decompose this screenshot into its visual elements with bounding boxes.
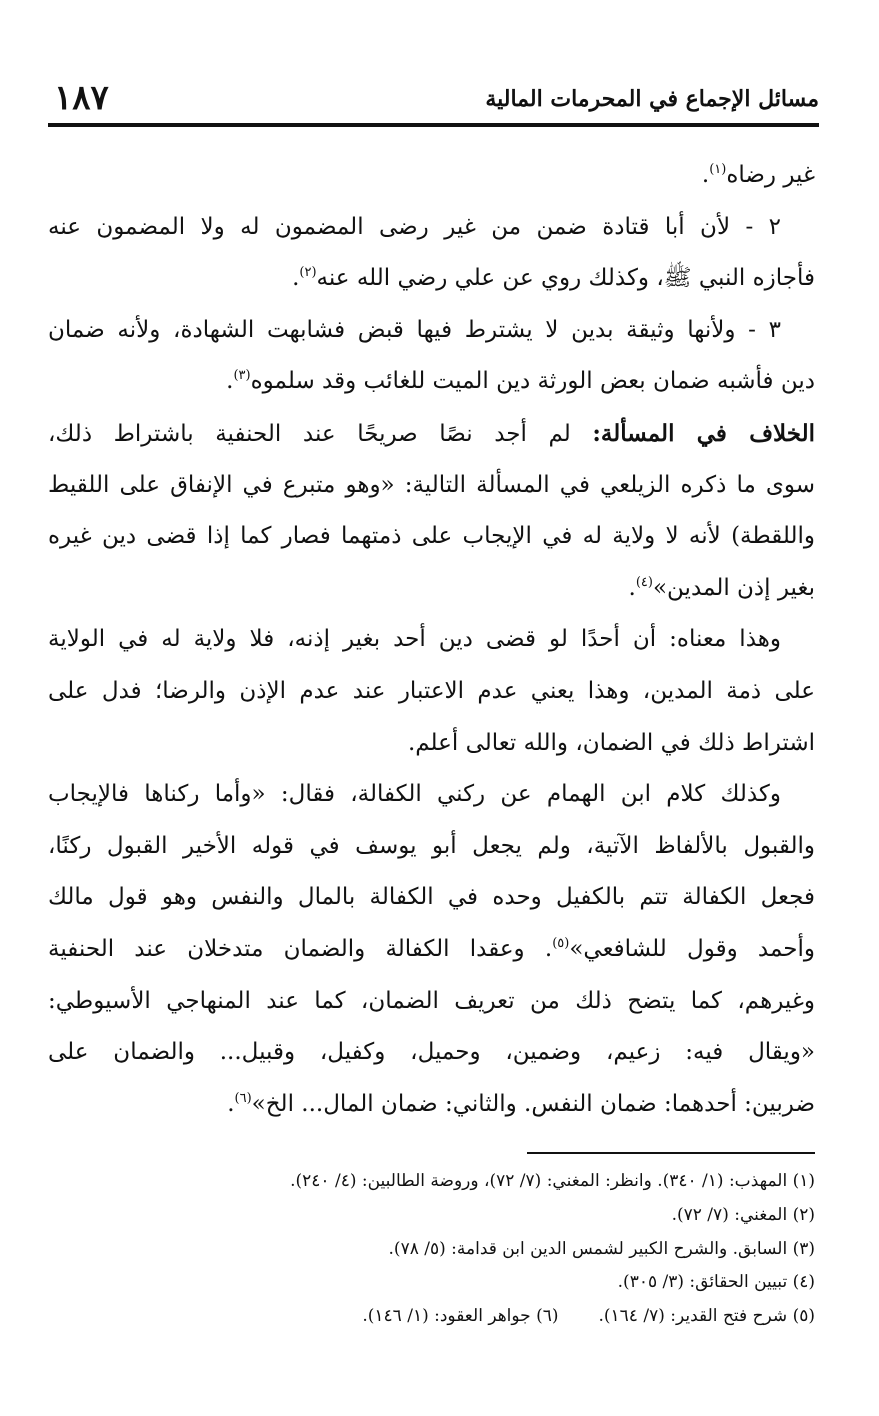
footnote-4: (٤) تبيين الحقائق: (٣/ ٣٠٥). [617,1272,815,1293]
text-line: ٢ - لأن أبا قتادة ضمن من غير رضى المضمون له ولا المضمون عنه [48,213,781,240]
text-line: اشتراط ذلك في الضمان، والله تعالى أعلم. [407,729,815,756]
text-line: واللقطة) لأنه لا ولاية له في الإيجاب على ذمتهما فصار كما إذا قضى دين غيره [48,523,815,550]
text-line: والقبول بالألفاظ الآتية، ولم يجعل أبو يوسف في قوله الأخير القبول ركنًا، [48,832,815,859]
text-line: وأحمد وقول للشافعي»$^{(٥)}$. وعقدا الكفالة والضمان متدخلان عند الحنفية [48,935,815,962]
text-line: بغير إذن المدين»$^{(٤)}$. [628,574,815,601]
text-line: فجعل الكفالة تتم بالكفيل وحده في الكفالة بالمال والنفس وهو قول مالك [48,884,815,911]
footnote-2: (٢) المغني: (٧/ ٧٢). [671,1204,815,1225]
text-line: ٣ - ولأنها وثيقة بدين لا يشترط فيها قبض فشابهت الشهادة، ولأنه ضمان [48,316,781,343]
text-line: دين فأشبه ضمان بعض الورثة دين الميت للغائب وقد سلموه$^{(٣)}$. [226,368,815,395]
page-number: ١٨٧ [54,78,109,118]
footnote-row [48,1300,815,1334]
text-line: وهذا معناه: أن أحدًا لو قضى دين أحد بغير إذنه، فلا ولاية له في الولاية [48,626,781,653]
footnote-5: (٥) شرح فتح القدير: (٧/ ١٦٤). [598,1306,815,1327]
section-heading: الخلاف في المسألة: [592,419,816,447]
footnotes [48,1165,815,1334]
footnote-gap [559,1300,599,1334]
text-line: الخلاف في المسألة: لم أجد نصًا صريحًا عند الحنفية باشتراط ذلك، [48,419,816,447]
text-line: فأجازه النبي ﷺ، وكذلك روي عن علي رضي الله عنه$^{(٢)}$. [292,265,815,292]
text-line: «ويقال فيه: زعيم، وضمين، وحميل، وكفيل، وقبيل... والضمان على [48,1039,815,1066]
footnote-separator [527,1152,815,1154]
main-text [48,150,815,1130]
text-line: غير رضاه$^{(١)}$. [701,162,815,188]
text-line: سوى ما ذكره الزيلعي في المسألة التالية: «وهو متبرع في الإنفاق على اللقيط [48,471,815,498]
footnote-ref[interactable]: (٢) [299,265,317,281]
footnote-ref[interactable]: (١) [709,162,727,177]
footnote-ref[interactable]: (٦) [234,1090,252,1106]
footnote-ref[interactable]: (٥) [552,935,570,951]
text-line: ضربين: أحدهما: ضمان النفس. والثاني: ضمان المال... الخ»$^{(٦)}$. [227,1090,815,1117]
text-line: وكذلك كلام ابن الهمام عن ركني الكفالة، فقال: «وأما ركناها فالإيجاب [48,781,781,808]
footnote-1: (١) المهذب: (١/ ٣٤٠). وانظر: المغني: (٧/ ٧٢)، وروضة الطالبين: (٤/ ٢٤٠). [290,1171,815,1191]
text-line: على ذمة المدين، وهذا يعني عدم الاعتبار عند عدم الإذن والرضا؛ فدل على [48,677,815,704]
header-rule [48,123,819,127]
book-title: مسائل الإجماع في المحرمات المالية [485,86,819,112]
footnote-3: (٣) السابق. والشرح الكبير لشمس الدين ابن قدامة: (٥/ ٧٨). [388,1238,815,1259]
text-line: وغيرهم، كما يتضح ذلك من تعريف الضمان، كما عند المنهاجي الأسيوطي: [48,987,815,1014]
running-header [48,78,819,120]
footnote-ref[interactable]: (٤) [635,574,653,590]
footnote-6: (٦) جواهر العقود: (١/ ١٤٦). [362,1306,559,1327]
footnote-ref[interactable]: (٣) [233,368,251,384]
